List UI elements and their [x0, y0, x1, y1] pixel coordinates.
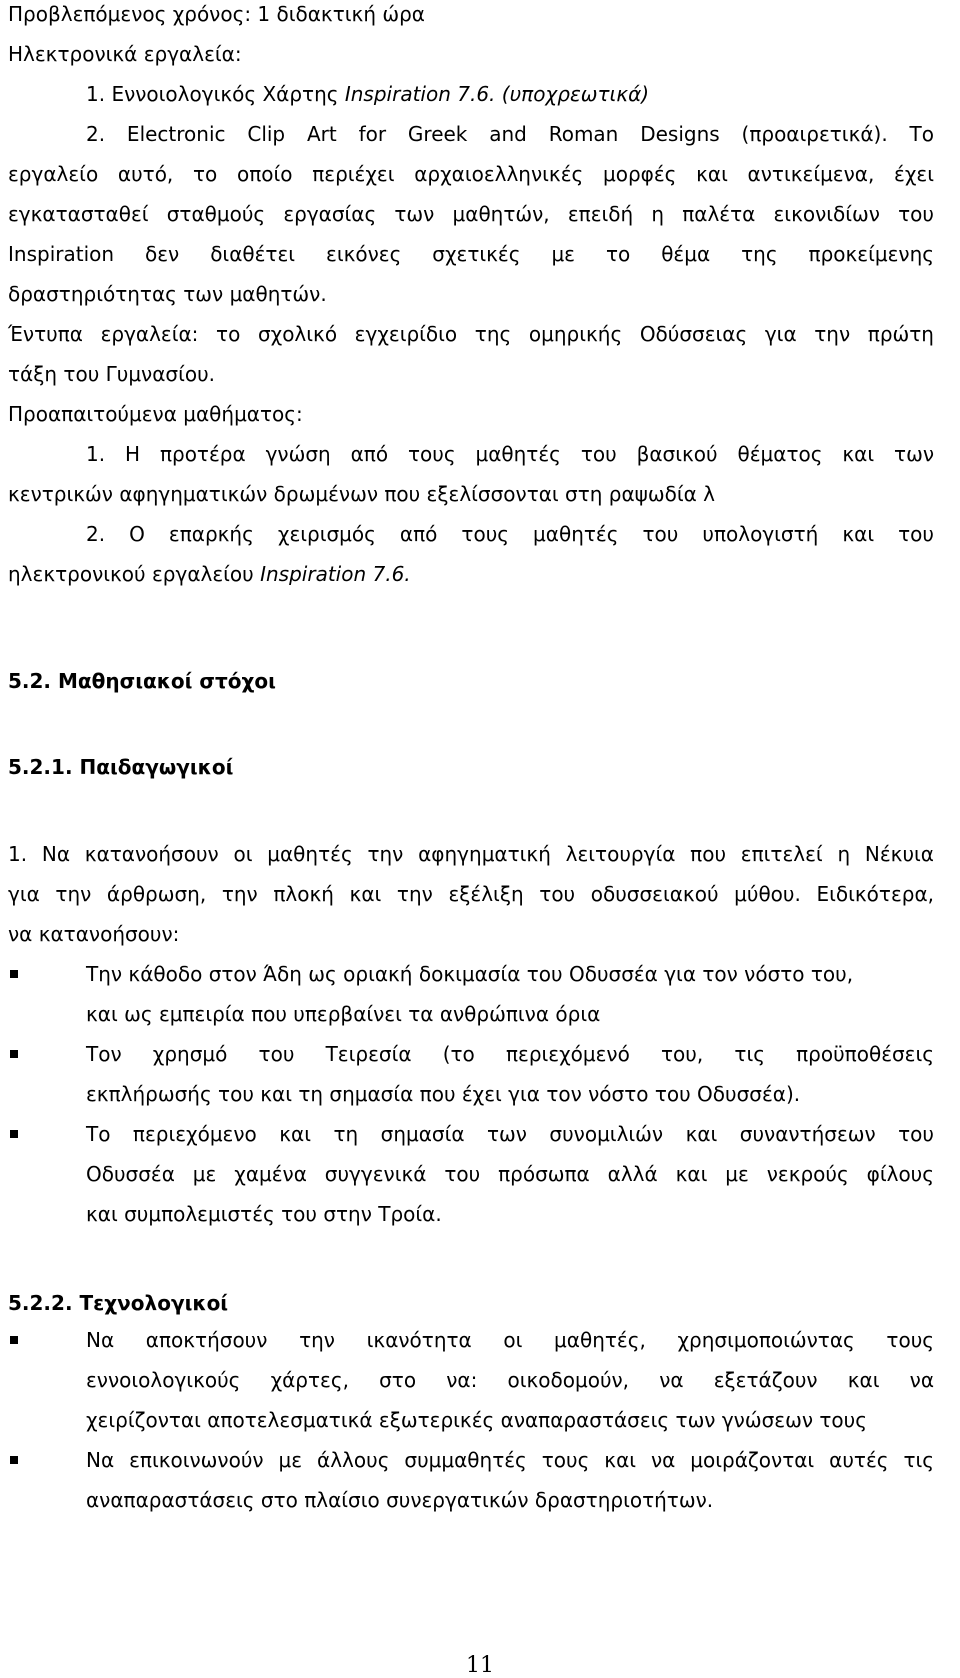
pedagogical-bullet-3-line1: Το περιεχόμενο και τη σημασία των συνομιλιών και συναντήσεων του — [86, 1122, 934, 1146]
bullet-marker — [10, 1456, 18, 1464]
tool1-italic: Inspiration 7.6. (υποχρεωτικά) — [344, 82, 650, 106]
prereq-heading: Προαπαιτούμενα μαθήματος: — [8, 402, 303, 426]
pedagogical-bullet-3-line3: και συμπολεμιστές του στην Τροία. — [86, 1202, 442, 1226]
section-heading-5-2-1: 5.2.1. Παιδαγωγικοί — [8, 755, 234, 779]
tech-bullet-2-line1: Να επικοινωνούν με άλλους συμμαθητές τους και να μοιράζονται αυτές τις — [86, 1448, 934, 1472]
tech-bullet-1-line2: εννοιολογικούς χάρτες, στο να: οικοδομούν, να εξετάζουν και να — [86, 1368, 934, 1392]
section-heading-5-2: 5.2. Μαθησιακοί στόχοι — [8, 669, 276, 693]
pedagogical-bullet-2-line1: Τον χρησμό του Τειρεσία (το περιεχόμενό του, τις προϋποθέσεις — [86, 1042, 934, 1066]
bullet-marker — [10, 970, 18, 978]
prereq1-line1: 1. Η προτέρα γνώση από τους μαθητές του βασικού θέματος και των — [86, 442, 934, 466]
pedagogical-bullet-2-line2: εκπλήρωσής του και τη σημασία που έχει για τον νόστο του Οδυσσέα). — [86, 1082, 801, 1106]
prereq1-line2: κεντρικών αφηγηματικών δρωμένων που εξελίσσονται στη ραψωδία λ — [8, 482, 715, 506]
tools-heading: Ηλεκτρονικά εργαλεία: — [8, 42, 242, 66]
prereq2-italic: Inspiration 7.6. — [260, 562, 411, 586]
prereq2-line1: 2. Ο επαρκής χειρισμός από τους μαθητές του υπολογιστή και του — [86, 522, 934, 546]
prereq2-prefix: ηλεκτρονικού εργαλείου — [8, 562, 261, 586]
tool2-line3: εγκατασταθεί σταθμούς εργασίας των μαθητών, επειδή η παλέτα εικονιδίων του — [8, 202, 934, 226]
tool2-line2: εργαλείο αυτό, το οποίο περιέχει αρχαιοελληνικές μορφές και αντικείμενα, έχει — [8, 162, 934, 186]
tech-bullet-1-line1: Να αποκτήσουν την ικανότητα οι μαθητές, χρησιμοποιώντας τους — [86, 1328, 934, 1352]
tool1-line — [86, 82, 934, 106]
prereq2-line2 — [8, 562, 934, 586]
section-heading-5-2-2: 5.2.2. Τεχνολογικοί — [8, 1291, 229, 1315]
goal1-line1: 1. Να κατανοήσουν οι μαθητές την αφηγηματική λειτουργία που επιτελεί η Νέκυια — [8, 842, 934, 866]
pedagogical-bullet-1-line1: Την κάθοδο στον Άδη ως οριακή δοκιμασία του Οδυσσέα για τον νόστο του, — [86, 962, 854, 986]
tool2-line4: Inspiration δεν διαθέτει εικόνες σχετικές με το θέμα της προκείμενης — [8, 242, 934, 266]
print-tools-line1: Έντυπα εργαλεία: το σχολικό εγχειρίδιο της ομηρικής Οδύσσειας για την πρώτη — [8, 322, 934, 346]
duration-line: Προβλεπόμενος χρόνος: 1 διδακτική ώρα — [8, 2, 425, 26]
bullet-marker — [10, 1336, 18, 1344]
tech-bullet-2-line2: αναπαραστάσεις στο πλαίσιο συνεργατικών δραστηριοτήτων. — [86, 1488, 714, 1512]
goal1-line2: για την άρθρωση, την πλοκή και την εξέλιξη του οδυσσειακού μύθου. Ειδικότερα, — [8, 882, 934, 906]
pedagogical-bullet-3-line2: Οδυσσέα με χαμένα συγγενικά του πρόσωπα αλλά και με νεκρούς φίλους — [86, 1162, 934, 1186]
bullet-marker — [10, 1050, 18, 1058]
tool1-prefix: 1. Εννοιολογικός Χάρτης — [86, 82, 345, 106]
tool2-line5: δραστηριότητας των μαθητών. — [8, 282, 327, 306]
tool2-line1: 2. Electronic Clip Art for Greek and Roman Designs (προαιρετικά). Το — [86, 122, 934, 146]
page-number: 11 — [466, 1653, 494, 1678]
pedagogical-bullet-1-line2: και ως εμπειρία που υπερβαίνει τα ανθρώπινα όρια — [86, 1002, 601, 1026]
print-tools-line2: τάξη του Γυμνασίου. — [8, 362, 216, 386]
tech-bullet-1-line3: χειρίζονται αποτελεσματικά εξωτερικές αναπαραστάσεις των γνώσεων τους — [86, 1408, 867, 1432]
bullet-marker — [10, 1130, 18, 1138]
goal1-line3: να κατανοήσουν: — [8, 922, 180, 946]
